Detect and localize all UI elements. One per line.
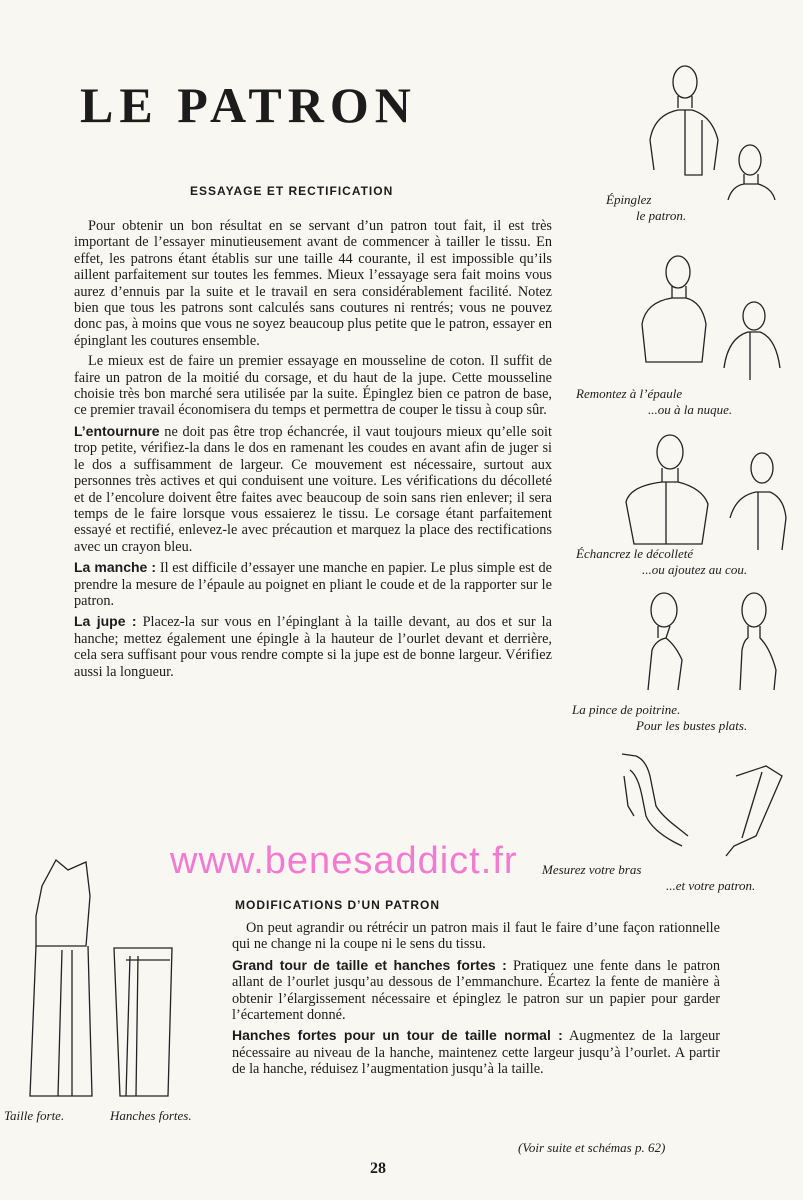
caption-bustes-plats: Pour les bustes plats. [636,718,748,733]
caption-epinglez: Épinglez [606,192,652,207]
jupe-lead: La jupe : [74,613,137,630]
entournure-lead: L’entournure [74,422,160,439]
see-more-note: (Voir suite et schémas p. 62) [518,1140,666,1155]
page-number: 28 [370,1160,386,1177]
paragraph-grand-tour [232,957,720,1024]
grand-tour-text: Pratiquez une fente dans le patron allant de l’ourlet jusqu’au dessous de l’emmanchure. Écartez la fente de manière à obtenir l’élargissement nécessaire et épinglez le patron sur un papier pour garder l’écartement donné. [232,957,721,1024]
caption-taille-forte: Taille forte. [4,1108,65,1123]
caption-le-patron: le patron. [636,208,687,223]
figure-shoulder-adjust [636,250,786,380]
paragraph-modif-intro: On peut agrandir ou rétrécir un patron mais il faut le faire d’une façon rationnelle qui ne change ni la coupe ni le sens du tissu. [232,920,720,953]
manche-lead: La manche : [74,559,157,576]
grand-tour-lead: Grand tour de taille et hanches fortes : [232,956,507,973]
paragraph-mousseline: Le mieux est de faire un premier essayage en mousseline de coton. Il suffit de faire un patron de la moitié du corsage, et du haut de la jupe. Cette mousseline choisie très bon marché sera utilisée par la suite. Épinglez bien ce patron de base, ce premier travail économisera du temps et permettra de couper le tissu à coup sûr. [74,353,552,419]
paragraph-hanches [232,1027,720,1077]
caption-votre-patron: ...et votre patron. [666,878,756,893]
caption-mesurez: Mesurez votre bras [542,862,642,877]
caption-echancrez: Échancrez le décolleté [576,546,694,561]
hanches-text: Augmentez de la largeur nécessaire au niveau de la hanche, maintenez cette largeur jusqu’à l’ourlet. A partir de la hanche, réduisez l’augmentation jusqu’à la taille. [232,1028,720,1078]
essayage-text [74,218,552,684]
modifications-text [232,920,720,1082]
section-heading-essayage: ESSAYAGE ET RECTIFICATION [190,184,394,198]
section-heading-modifications: MODIFICATIONS D’UN PATRON [235,898,440,912]
hanches-lead: Hanches fortes pour un tour de taille normal : [232,1027,563,1044]
manche-text: Il est difficile d’essayer une manche en papier. Le plus simple est de prendre la mesure de l’épaule au poignet en pliant le coude et de la rapporter sur le patron. [74,560,552,609]
figure-back-bodice [640,60,790,210]
paragraph-jupe [74,613,552,680]
caption-pince: La pince de poitrine. [572,702,681,717]
paragraph-entournure [74,423,552,555]
paragraph-manche [74,559,552,609]
jupe-text: Placez-la sur vous en l’épinglant à la taille devant, au dos et sur la hanche; mettez également une épingle à la hauteur de l’ourlet devant et derrière, cela sera suffisant pour vous rendre compte si la jupe est de bonne largeur. Vérifiez aussi la longueur. [74,614,552,680]
figure-neckline [622,432,787,562]
caption-ou-nuque: ...ou à la nuque. [648,402,733,417]
figure-pattern-pieces [22,856,202,1106]
paragraph-intro: Pour obtenir un bon résultat en se servant d’un patron tout fait, il est très important de l’essayer minutieusement avant de commencer à tailler le tissu. En effet, les patrons étant établis sur une taille 44 courante, il est impossible qu’ils aillent parfaitement sur toutes les femmes. Mieux l’essayage sera fait moins vous aurez d’ennuis par la suite et le travail en sera considérablement facilité. Notez bien que tous les patrons sont calculés sans coutures ni rentrés; vous ne pouvez donc pas, à moins que vous ne soyez beaucoup plus petite que le patron, essayer en épinglant les coutures ensemble. [74,218,552,349]
figure-bust-dart [636,590,786,700]
caption-remontez: Remontez à l’épaule [576,386,683,401]
figure-measure-arm [616,746,791,866]
watermark-url: www.benesaddict.fr [170,840,518,882]
caption-ou-ajoutez: ...ou ajoutez au cou. [642,562,748,577]
entournure-text: ne doit pas être trop échancrée, il vaut toujours mieux qu’elle soit trop petite, vérifiez-la dans le dos en ramenant les coudes en avant afin de juger si le dos a suffisamment de largeur. Ce mouvement est nécessaire, surtout aux personnes très actives et qui conduisent une voiture. Les vérifications du décolleté et de l’encolure doivent être faites avec beaucoup de soin sans rien enlever; il sera temps de le faire lorsque vous essaierez le tissu. Le corsage étant parfaitement essayé et rectifié, enlevez-le avec précaution et marquez la place des rectifications avec un crayon bleu. [74,423,552,555]
page-title: LE PATRON [80,77,417,133]
caption-hanches-fortes: Hanches fortes. [110,1108,192,1123]
